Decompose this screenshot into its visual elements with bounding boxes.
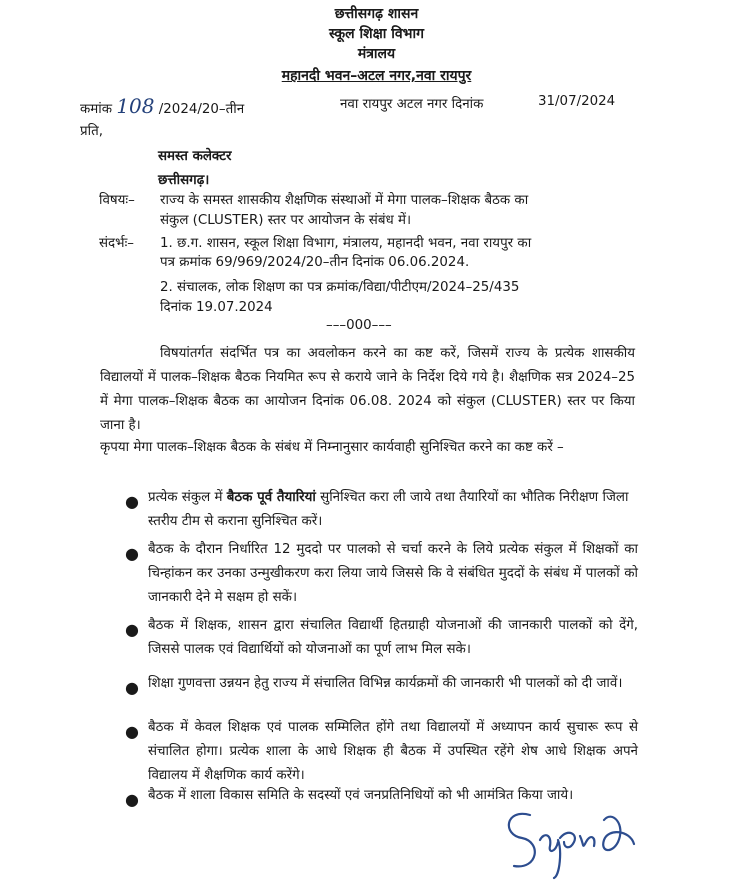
bullet-item-5: बैठक में केवल शिक्षक एवं पालक सम्मिलित होंगे तथा विद्यालयों में अध्यापन कार्य सुचारू रूप से संचालित होगा। प्रत्येक शाला के आधे शिक्षक ही बैठक में उपस्थित रहेंगे शेष आधे शिक्षक अपने विद्यालय में शैक्षणिक कार्य करेंगे।: [148, 720, 638, 783]
body-paragraph-1: विषयांतर्गत संदर्भित पत्र का अवलोकन करने का कष्ट करें, जिसमें राज्य के प्रत्येक शासकीय विद्यालयों में पालक–शिक्षक बैठक नियमित रूप से कराये जाने के निर्देश दिये गये है। शैक्षणिक सत्र 2024–25 में मेगा पालक–शिक्षक बैठक का आयोजन दिनांक 06.08. 2024 को संकुल (CLUSTER) स्तर पर किया जाना है।: [100, 346, 635, 433]
bullet-icon: ●: [125, 544, 139, 563]
bullet-icon: ●: [125, 790, 139, 809]
separator: –––000–––: [326, 318, 392, 333]
bullet-item-3: बैठक में शिक्षक, शासन द्वारा संचालित विद्यार्थी हितग्राही योजनाओं की जानकारी पालकों को देंगे, जिससे पालक एवं विद्यार्थियों को योजनाओं का पूर्ण लाभ मिल सके।: [148, 618, 638, 657]
body-paragraph-2: कृपया मेगा पालक–शिक्षक बैठक के संबंध में निम्नानुसार कार्यवाही सुनिश्चित करने का कष्ट करें –: [100, 440, 564, 455]
header-govt: छत्तीसगढ़ शासन: [334, 6, 419, 22]
bullet-icon: ●: [125, 492, 139, 511]
reference-prefix: कमांक: [80, 102, 113, 117]
addressee-prati: प्रति,: [80, 124, 103, 139]
subject-label: विषयः–: [99, 193, 135, 208]
bullet-1-bold: बैठक पूर्व तैयारियां: [226, 490, 316, 505]
bullet-icon: ●: [125, 620, 139, 639]
bullet-icon: ●: [125, 722, 139, 741]
reference-2-line2: दिनांक 19.07.2024: [160, 300, 273, 315]
reference-2-line1: 2. संचालक, लोक शिक्षण का पत्र क्रमांक/विद्या/पीटीएम/2024–25/435: [160, 280, 520, 295]
bullet-1-pre: प्रत्येक संकुल में: [148, 490, 227, 505]
references-label: संदर्भः–: [99, 236, 134, 251]
addressee-collector: समस्त कलेक्टर: [158, 149, 232, 164]
letter-date: 31/07/2024: [538, 94, 616, 109]
subject-line2: संकुल (CLUSTER) स्तर पर आयोजन के संबंध में।: [160, 213, 412, 228]
signature-mark: [500, 780, 650, 880]
bullet-item-1: [148, 486, 638, 534]
header-ministry: मंत्रालय: [357, 46, 396, 62]
bullet-icon: ●: [125, 678, 139, 697]
bullet-item-6: बैठक में शाला विकास समिति के सदस्यों एवं जनप्रतिनिधियों को भी आमंत्रित किया जाये।: [148, 788, 574, 803]
reference-suffix: /2024/20–तीन: [158, 102, 245, 117]
bullet-1-post: सुनिश्चित करा ली जाये तथा तैयारियों का भौतिक निरीक्षण जिला स्तरीय टीम से कराना सुनिश्चित करें।: [148, 490, 629, 529]
header-address: महानदी भवन–अटल नगर,नवा रायपुर: [281, 68, 472, 84]
bullet-item-4: शिक्षा गुणवत्ता उन्नयन हेतु राज्य में संचालित विभिन्न कार्यक्रमों की जानकारी भी पालकों को दी जावें।: [148, 676, 623, 691]
place-date-label: नवा रायपुर अटल नगर दिनांक: [340, 97, 484, 112]
reference-1-line2: पत्र क्रमांक 69/969/2024/20–तीन दिनांक 06.06.2024.: [160, 255, 470, 270]
handwritten-number: 108: [116, 94, 155, 118]
reference-number: [80, 94, 244, 118]
header-department: स्कूल शिक्षा विभाग: [328, 26, 424, 42]
reference-1-line1: 1. छ.ग. शासन, स्कूल शिक्षा विभाग, मंत्रालय, महानदी भवन, नवा रायपुर का: [160, 236, 532, 251]
subject-line1: राज्य के समस्त शासकीय शैक्षणिक संस्थाओं में मेगा पालक–शिक्षक बैठक का: [160, 193, 529, 208]
addressee-state: छत्तीसगढ़।: [158, 173, 210, 188]
bullet-item-2: बैठक के दौरान निर्धारित 12 मुददो पर पालको से चर्चा करने के लिये प्रत्येक संकुल में शिक्षकों का चिन्हांकन कर उनका उन्मुखीकरण करा लिया जाये जिससे कि वे संबंधित मुददों के संबंध में पालकों को जानकारी देने मे सक्षम हो सकें।: [148, 542, 638, 605]
